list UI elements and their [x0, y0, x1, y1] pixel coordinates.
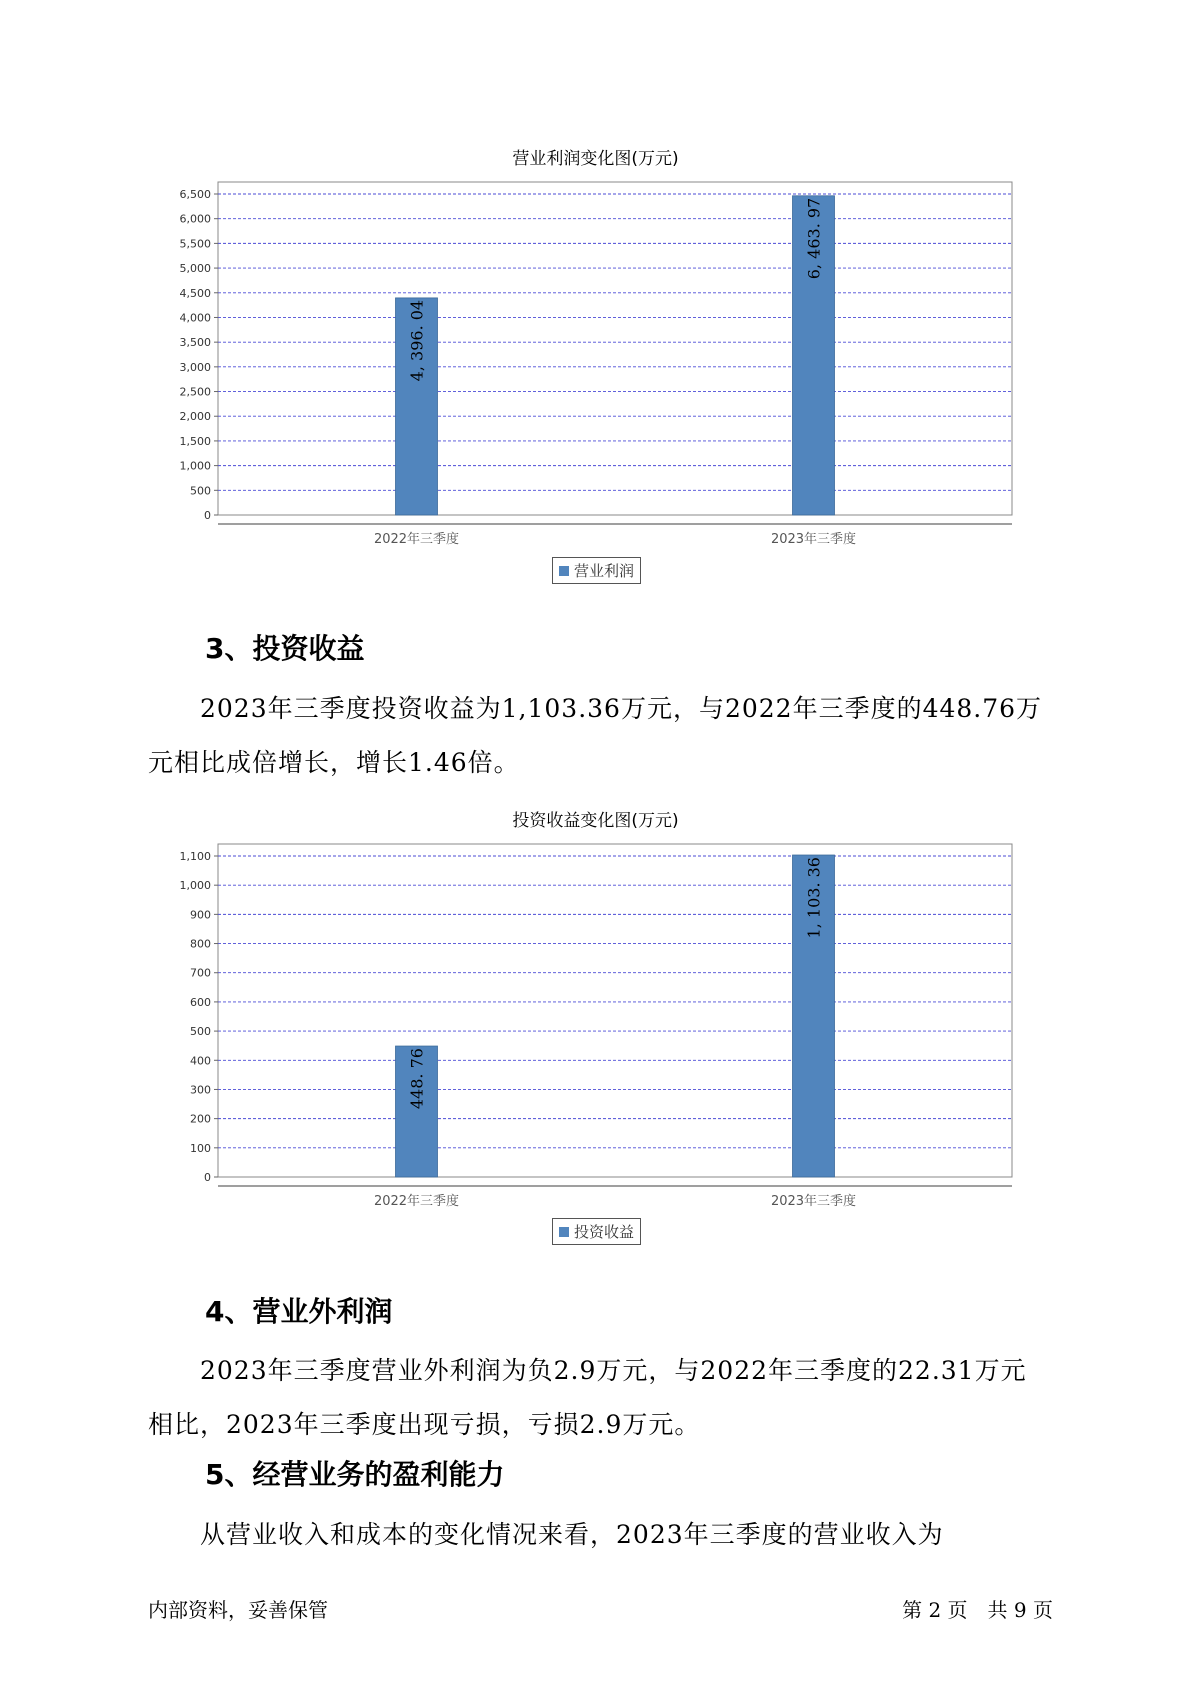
y-tick-label: 5,500	[179, 237, 211, 251]
section4-heading: 4、营业外利润	[205, 1295, 393, 1328]
legend-swatch	[559, 566, 569, 576]
chart2-legend-label: 投资收益	[574, 1223, 635, 1241]
data-label: 4, 396. 04	[407, 299, 427, 382]
data-label: 1, 103. 36	[804, 857, 824, 939]
paragraph-line: 相比，2023年三季度出现亏损，亏损2.9万元。	[148, 1410, 701, 1439]
y-tick-label: 300	[190, 1083, 211, 1097]
y-tick-label: 600	[190, 995, 211, 1009]
chart1-title: 营业利润变化图(万元)	[512, 149, 679, 169]
y-tick-label: 1,000	[179, 459, 211, 473]
section5-heading: 5、经营业务的盈利能力	[205, 1458, 505, 1491]
y-tick-label: 400	[190, 1054, 211, 1068]
y-tick-label: 700	[190, 966, 211, 980]
x-tick-label: 2023年三季度	[770, 532, 857, 547]
plot-area	[218, 844, 1012, 1177]
section5-paragraph	[148, 1508, 1048, 1562]
y-tick-label: 0	[204, 1171, 211, 1184]
y-tick-label: 200	[190, 1112, 211, 1126]
paragraph-line: 2023年三季度投资收益为1,103.36万元，与2022年三季度的448.76万	[200, 694, 1043, 723]
y-tick-label: 100	[190, 1141, 211, 1155]
data-label: 448. 76	[407, 1048, 427, 1110]
footer-left: 内部资料，妥善保管	[148, 1598, 328, 1622]
y-tick-label: 500	[190, 484, 211, 498]
data-label: 6, 463. 97	[804, 197, 824, 280]
footer-page-number: 第 2 页 共 9 页	[902, 1598, 1053, 1622]
y-tick-label: 1,000	[179, 879, 211, 893]
y-tick-label: 900	[190, 908, 211, 922]
y-tick-label: 500	[190, 1025, 211, 1039]
y-tick-label: 6,500	[179, 188, 211, 201]
y-tick-label: 800	[190, 937, 211, 951]
y-tick-label: 4,000	[179, 311, 211, 325]
y-tick-label: 5,000	[179, 262, 211, 276]
chart2-title: 投资收益变化图(万元)	[512, 811, 679, 831]
y-tick-label: 1,500	[179, 434, 211, 448]
y-tick-label: 0	[204, 509, 211, 522]
y-tick-label: 2,000	[179, 410, 211, 424]
plot-area	[218, 182, 1012, 515]
y-tick-label: 3,000	[179, 360, 211, 374]
chart2-legend	[552, 1218, 641, 1245]
paragraph-line: 2023年三季度营业外利润为负2.9万元，与2022年三季度的22.31万元	[200, 1356, 1027, 1385]
operating-profit-chart	[0, 170, 1191, 570]
y-tick-label: 4,500	[179, 286, 211, 300]
x-tick-label: 2022年三季度	[373, 532, 460, 547]
y-tick-label: 6,000	[179, 212, 211, 226]
y-tick-label: 1,100	[179, 850, 211, 863]
chart1-legend	[552, 557, 641, 584]
investment-income-chart	[0, 832, 1191, 1232]
section3-heading: 3、投资收益	[205, 632, 365, 665]
section4-paragraph	[148, 1344, 1048, 1452]
y-tick-label: 3,500	[179, 336, 211, 350]
y-tick-label: 2,500	[179, 385, 211, 399]
section3-paragraph	[148, 682, 1048, 790]
paragraph-line: 元相比成倍增长，增长1.46倍。	[148, 748, 520, 777]
x-tick-label: 2023年三季度	[770, 1194, 857, 1209]
paragraph-line: 从营业收入和成本的变化情况来看，2023年三季度的营业收入为	[200, 1520, 944, 1549]
legend-swatch	[559, 1227, 569, 1237]
chart1-legend-label: 营业利润	[574, 562, 635, 580]
x-tick-label: 2022年三季度	[373, 1194, 460, 1209]
